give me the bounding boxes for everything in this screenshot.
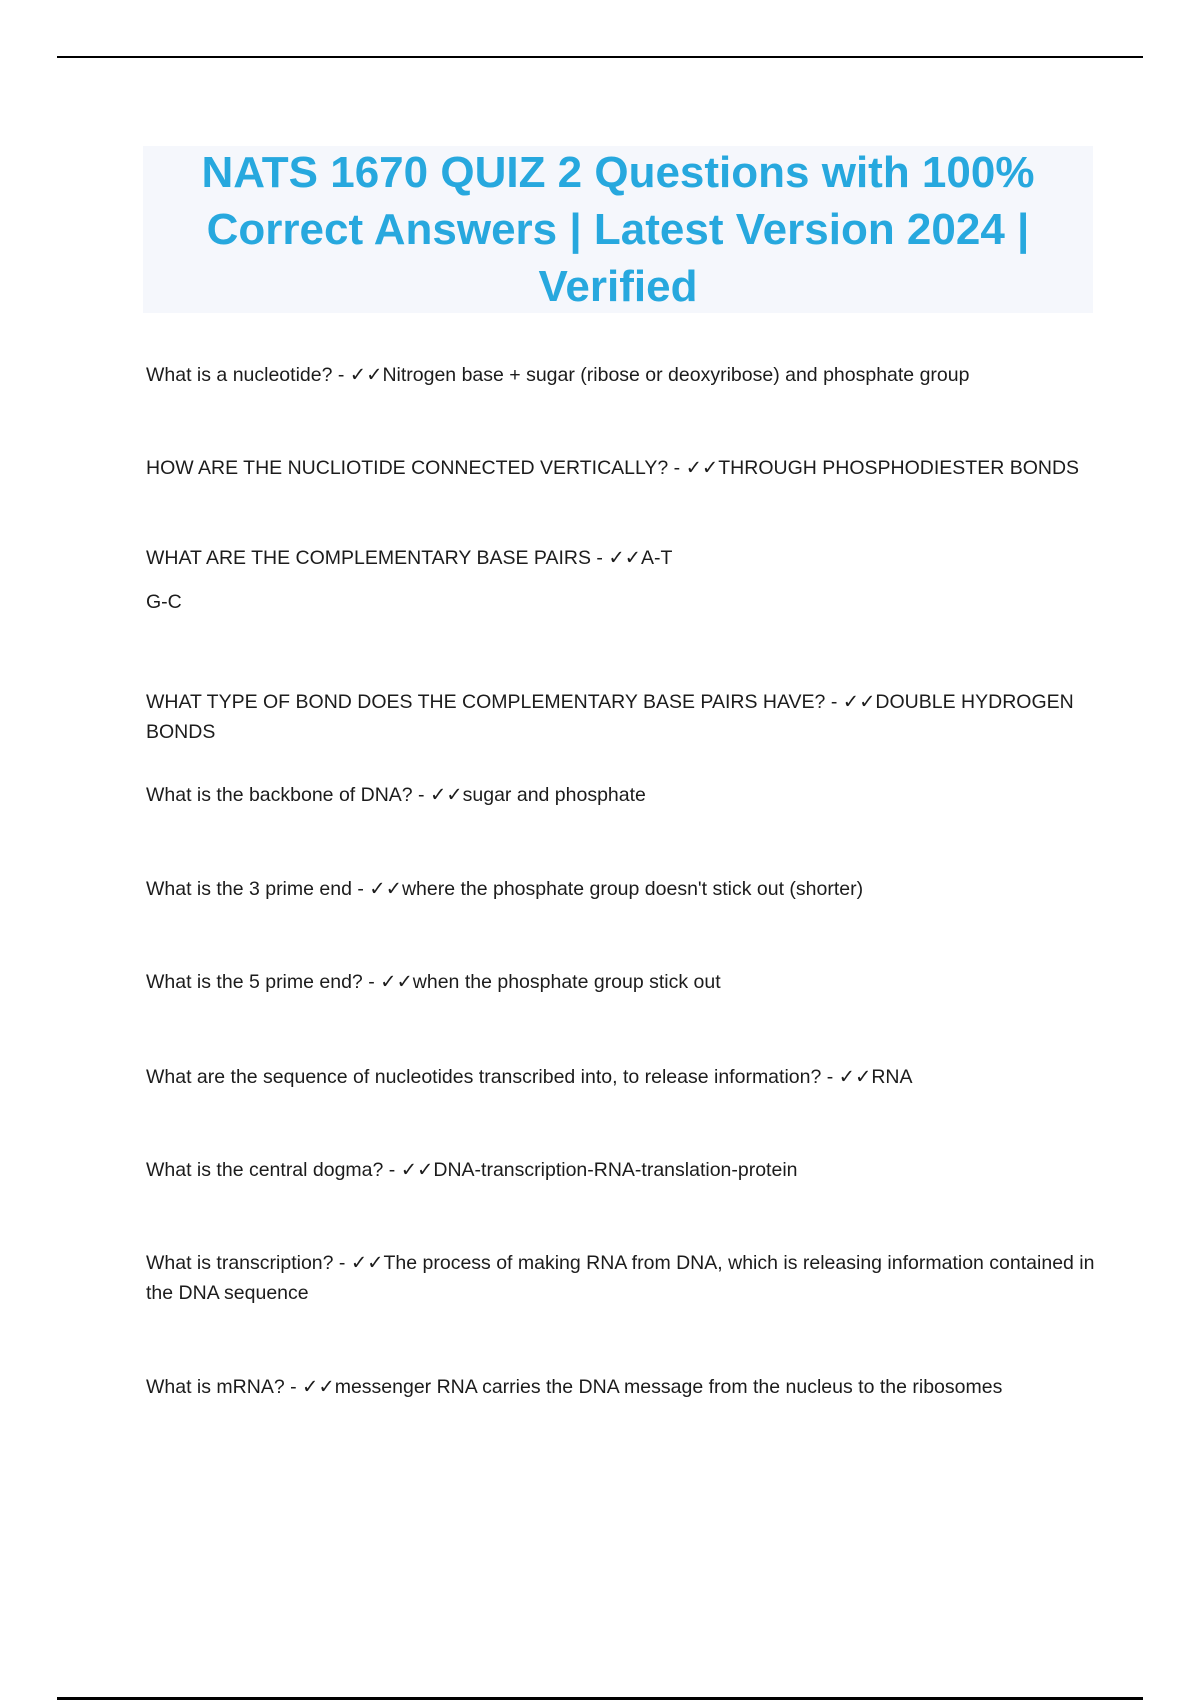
qa-item-nucleotide: What is a nucleotide? - ✓✓Nitrogen base + sugar (ribose or deoxyribose) and phosphate group	[146, 364, 970, 386]
qa-item-base-pairs: WHAT ARE THE COMPLEMENTARY BASE PAIRS - ✓✓A-T G-C	[146, 547, 673, 613]
top-rule	[57, 56, 1143, 58]
qa-item-3-prime: What is the 3 prime end - ✓✓where the phosphate group doesn't stick out (shorter)	[146, 878, 864, 900]
qa-item-central-dogma: What is the central dogma? - ✓✓DNA-transcription-RNA-translation-protein	[146, 1159, 798, 1181]
qa-item-transcription: What is transcription? - ✓✓The process of making RNA from DNA, which is releasing information contained in the DNA sequence	[146, 1252, 1100, 1304]
title-banner	[143, 146, 1093, 313]
document-title: NATS 1670 QUIZ 2 Questions with 100% Correct Answers | Latest Version 2024 | Verified	[201, 148, 1035, 311]
qa-item-mrna: What is mRNA? - ✓✓messenger RNA carries the DNA message from the nucleus to the ribosomes	[146, 1376, 1003, 1398]
qa-item-backbone: What is the backbone of DNA? - ✓✓sugar and phosphate	[146, 784, 646, 806]
qa-item-bond-type: WHAT TYPE OF BOND DOES THE COMPLEMENTARY BASE PAIRS HAVE? - ✓✓DOUBLE HYDROGEN BONDS	[146, 691, 1080, 743]
qa-item-connection: HOW ARE THE NUCLIOTIDE CONNECTED VERTICALLY? - ✓✓THROUGH PHOSPHODIESTER BONDS	[146, 457, 1080, 479]
qa-item-5-prime: What is the 5 prime end? - ✓✓when the phosphate group stick out	[146, 971, 721, 993]
qa-item-sequence: What are the sequence of nucleotides transcribed into, to release information? - ✓✓RNA	[146, 1066, 913, 1088]
